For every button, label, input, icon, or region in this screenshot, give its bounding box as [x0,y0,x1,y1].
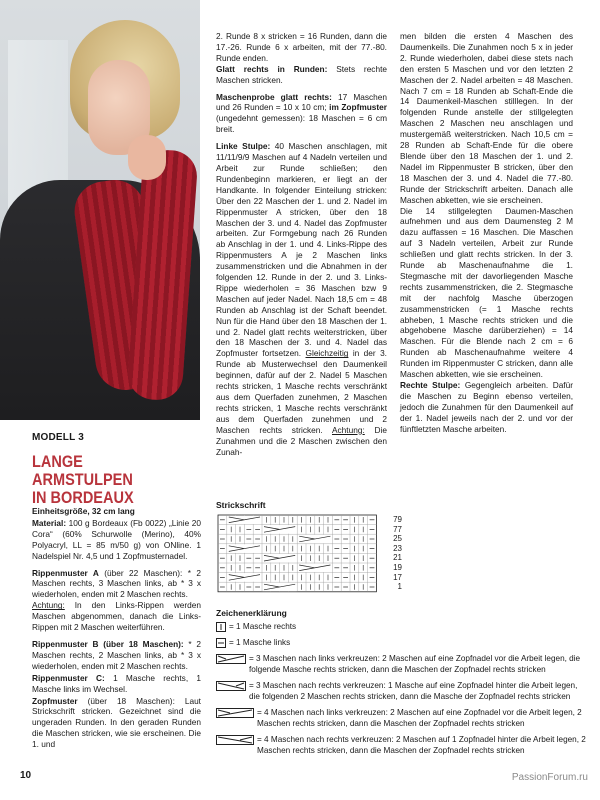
column-1 [32,506,201,756]
cable-3-right-symbol-icon [216,681,246,695]
row-label: 17 [393,572,402,582]
cable-3-left-symbol-icon [216,654,246,668]
rib-a-note-text: In den Links-Rippen werden Maschen abgenommen, danach die Links-Rippen mit 2 Maschen weiterführen. [32,600,201,633]
gauge-text-1: 17 Maschen und 26 Runden = 10 x 10 cm; [216,91,388,113]
row-label: 23 [393,543,402,553]
left-cuff-label: Linke Stulpe: [216,141,271,152]
knitting-chart-grid [216,513,386,593]
stockinette-label: Glatt rechts in Runden: [216,63,328,74]
gauge-label: Maschenprobe glatt rechts: [216,91,332,102]
row-label: 77 [393,524,402,534]
gauge-cable-label: im Zopfmuster [329,102,387,113]
rib-a-note-label: Achtung: [32,600,65,611]
gauge-text-2: (ungedehnt gemessen): 18 Maschen = 6 cm breit. [216,113,387,135]
right-cuff-text: Gegengleich arbeiten. Dafür die Maschen zu Beginn ebenso verteilen, jedoch die Zunahmen für den Daumenkeil auf der 1. Nadel jeweils nach der 2. und vor der fünftletzten Masche arbeiten. [400,380,573,434]
legend-item-3-right-cross: = 3 Maschen nach rechts verkreuzen: 1 Masche auf eine Zopfnadel hinter die Arbeit legen, die folgenden 2 Maschen rechts stricken, dann die Masche der Zopfnadel rechts stricken [216,681,589,702]
title-line-1: LANGE ARMSTULPEN [32,453,133,489]
row-label: 19 [393,562,402,572]
row-label: 25 [393,534,402,544]
legend-item-purl: = 1 Masche links [216,638,290,652]
model-photo [0,0,200,420]
material-text: 100 g Bordeaux (Fb 0022) „Linie 20 Cora“ (60% Schurwolle (Merino), 40% Polyacryl, LL = 85 m/50 g) von ONline. 1 Nadelspiel Nr. 4,5 und 1 Zopfmusternadel. [32,517,201,561]
attention-label: Achtung: [332,424,365,435]
knitting-chart [216,513,376,591]
column-2 [216,31,387,463]
stockinette-text: Stets rechte Maschen stricken. [216,63,387,85]
thumb-text: Die 14 stillgelegten Daumen-Maschen aufnehmen und aus dem Daumensteg 2 M dazu auffassen = 16 Maschen. Die Maschen auf 3 Nadeln verteilen, Arbeit zur Runde schließen und glatt rechts stricken. In der 3. Runde ab Maschenaufnahme die 1. Stegmasche mit der davorliegenden Masche rechts zusammenstricken, die 2. Stegmasche mit der nachfolg Masche überzogen zusammenstricken (= 1 Masche rechts abheben, 1 Masche rechts stricken und die abgehobene Masche darüberziehen) = 14 Maschen. Für die Blende nach 2 cm = 6 Runden ab Maschenaufnahme weitere 4 Runden im Rippenmuster C stricken, dann alle Maschen abketten, wie sie erscheinen. [400,205,573,380]
column-3 [400,31,573,441]
legend-item-4-left-cross: = 4 Maschen nach links verkreuzen: 2 Maschen auf eine Zopfnadel vor die Arbeit legen, 2 Maschen rechts stricken, dann die Maschen der Zopfnadel rechts stricken [216,708,589,729]
rib-a-text: (über 22 Maschen): * 2 Maschen rechts, 3 Maschen links, ab * 3 x wiederholen, enden mit 2 Maschen rechts. [32,567,201,600]
title-line-2: IN BORDEAUX [32,489,134,507]
row-label: 21 [393,553,402,563]
size-info: Einheitsgröße, 32 cm lang [32,506,135,516]
rib-a-label: Rippenmuster A [32,567,99,578]
row-label: 1 [397,582,402,592]
rib-b-label: Rippenmuster B (über 18 Maschen): [32,638,184,649]
rib-b-text: * 2 Maschen rechts, 2 Maschen links, ab * 3 x wiederholen, enden mit 2 Maschen rechts. [32,638,201,671]
rib-c-text: 1 Masche rechts, 1 Masche links im Wechsel. [32,672,201,694]
right-cuff-label: Rechte Stulpe: [400,380,461,390]
cable-pattern-text: (über 18 Maschen): Laut Strickschrift stricken. Gezeichnet sind die ungeraden Runden. In den geraden Runden die Maschen stricken, wie sie erscheinen. Die 1. und [32,695,201,750]
legend-item-3-left-cross: = 3 Maschen nach links verkreuzen: 2 Maschen auf eine Zopfnadel vor die Arbeit legen, die folgende Masche rechts stricken, dann die Maschen der Zopfnadel rechts stricken [216,654,589,675]
rib-c-label: Rippenmuster C: [32,672,105,683]
rounds-text: 2. Runde 8 x stricken = 16 Runden, dann die 17.-26. Runde 6 x arbeiten, mit der 77.-80. Runde enden. [216,31,387,63]
chart-title: Strickschrift [216,500,266,510]
model-label: MODELL 3 [32,432,84,443]
cable-pattern-label: Zopfmuster [32,695,78,706]
knit-stitch-symbol-icon [216,622,226,636]
legend-item-4-right-cross: = 4 Maschen nach rechts verkreuzen: 2 Maschen auf 1 Zopfnadel hinter die Arbeit legen, 2 Maschen rechts stricken, dann die Maschen der Zopfnadel rechts stricken [216,735,589,756]
thumb-gusset-text: men bilden die ersten 4 Maschen des Daumenkeils. Die Zunahmen noch 5 x in jeder 2. Runde wiederholen, dabei diese stets nach den ersten 5 Maschen und vor den letzten 2 Maschen der 2. Nadel arbeiten = 48 Maschen. Nach 7 cm = 18 Runden ab Schaft-Ende die 14 Daumenkeil-Maschen stilllegen. In der folgenden Runde anstelle der stillgelegten Maschen 2 Maschen neu anschlagen und mustergemäß weiterstricken. Nach 10,5 cm = 28 Runden ab Schaft-Ende für die obere Blende über den 18 Maschen der 1. und 2. Nadel im Rippenmuster B stricken, über den 18 Maschen der 3. und 4. Nadel die 77.-80. Runde der Strickschrift arbeiten. Danach alle Maschen abketten, wie sie erscheinen. [400,31,573,205]
cable-4-left-symbol-icon [216,708,254,722]
left-cuff-text-2: in der 3. Runde ab Musterwechsel den Daumenkeil beginnen, dafür auf der 2. Nadel 5 Maschen rechts stricken, 1 Masche rechts verschränkt aus dem Querfaden zunehmen, 2 Maschen rechts stricken, 1 Masche rechts verschränkt aus dem Querfaden zunehmen und 2 Maschen rechts stricken. [216,348,387,435]
left-cuff-text-1: 40 Maschen anschlagen, mit 11/11/9/9 Maschen auf 4 Nadeln verteilen und Arbeit zur Runde schließen; den Rundenbeginn markieren, er liegt an der Handkante. In folgender Einteilung stricken: Über den 22 Maschen der 1. und 2. Nadel im Rippenmuster A stricken, über den 18 Maschen der 3. und 4. Nadel das Zopfmuster arbeiten. Zur Formgebung nach 26 Runden ab Anschlag in der 1. und 4. Links-Rippe des Rippenmusters A je 2 Maschen links zusammenstricken und die Abnahmen in der folgenden 12. Runde in der 2. und 3. Links-Rippe wiederholen = 36 Maschen bzw 9 Maschen auf jeder Nadel. Nach 18,5 cm = 48 Runden ab Anschlag ist der Schaft beendet. Nun für die Hand über den 18 Maschen der 1. und 2. Nadel glatt rechts weiterstricken, über den 18 Maschen der 3. und 4. Nadel das Zopfmuster fortsetzen. [216,141,387,359]
left-cuff-text-3: Die Zunahmen und die 2 Maschen zwischen den Zunah- [216,424,387,457]
page-title [32,453,182,507]
legend-title: Zeichenerklärung [216,608,287,618]
chart-row-labels [388,515,402,592]
simultaneously-label: Gleichzeitig [305,348,349,359]
purl-stitch-symbol-icon [216,638,226,652]
watermark: PassionForum.ru [511,772,588,783]
cable-4-right-symbol-icon [216,735,254,749]
material-label: Material: [32,517,67,528]
page-number: 10 [20,770,32,781]
legend-item-knit: = 1 Masche rechts [216,622,296,636]
photo-hand [128,135,166,180]
row-label: 79 [393,515,402,524]
